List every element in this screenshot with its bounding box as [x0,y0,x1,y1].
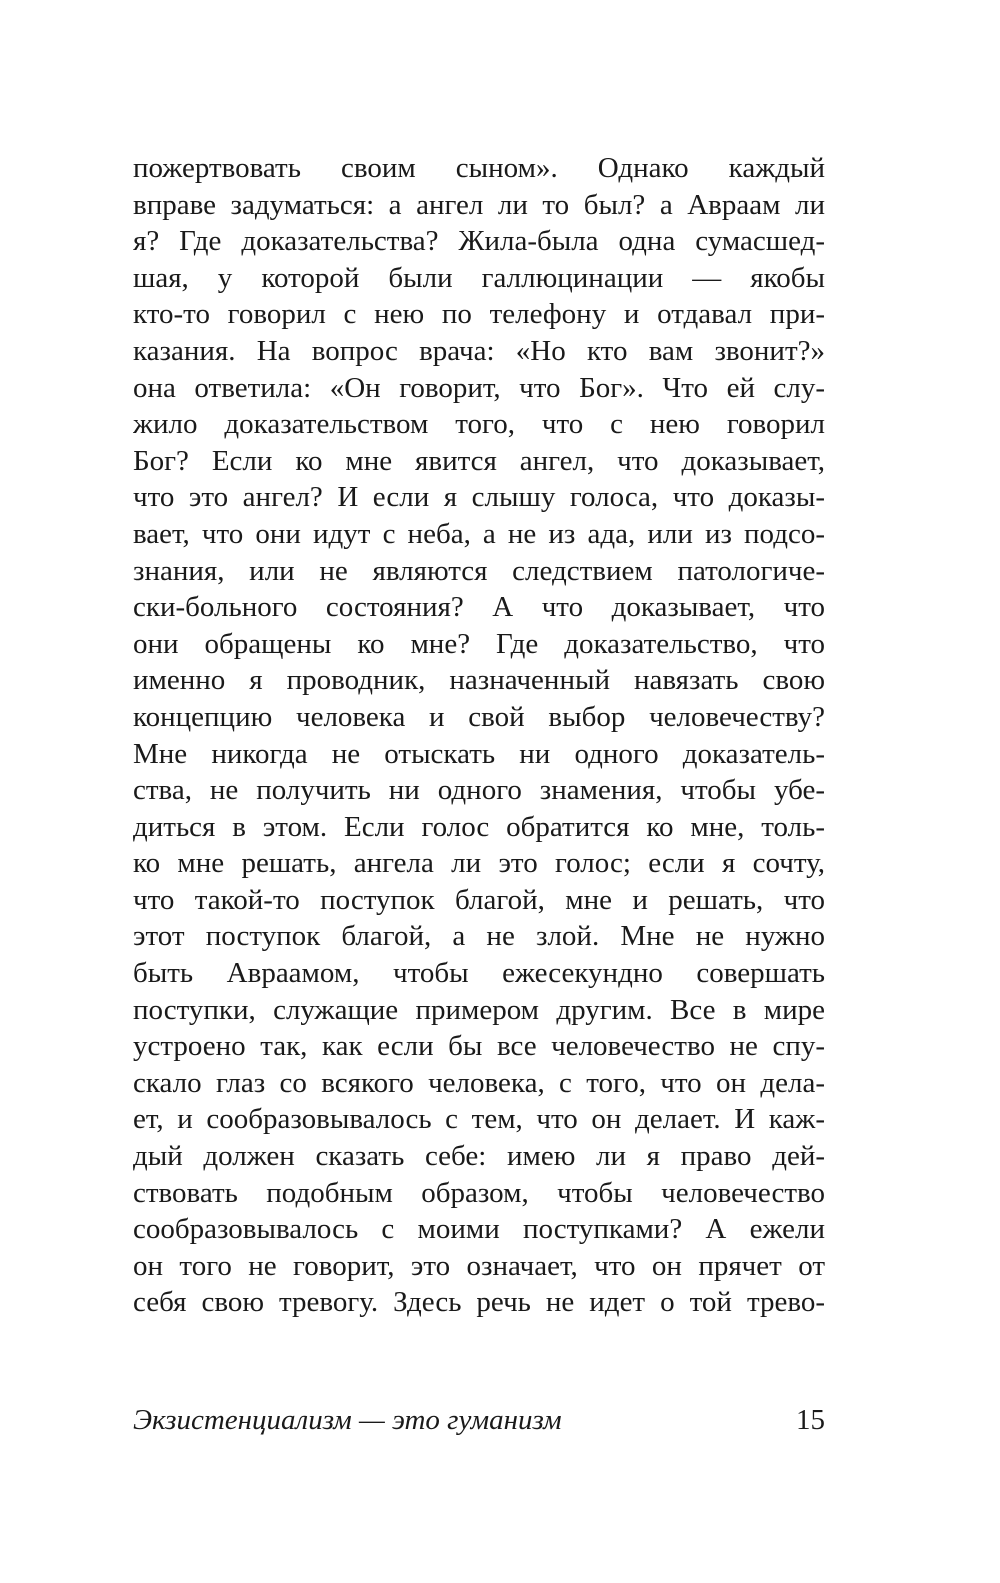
text-line: ски-больного состояния? А что доказывает, что [133,591,825,624]
text-line: ства, не получить ни одного знамения, чтобы убе- [133,774,825,807]
text-line: дый должен сказать себе: имею ли я право дей- [133,1140,825,1173]
text-line: устроено так, как если бы все человечество не спу- [133,1030,825,1063]
text-line: Бог? Если ко мне явится ангел, что доказывает, [133,444,825,477]
text-line: кто-то говорил с нею по телефону и отдавал при- [133,298,825,331]
text-line: Мне никогда не отыскать ни одного доказатель- [133,737,825,770]
text-line: она ответила: «Он говорит, что Бог». Что ей слу- [133,371,825,404]
text-line: вправе задуматься: а ангел ли то был? а Авраам ли [133,188,825,221]
text-line: ко мне решать, ангела ли это голос; если я сочту, [133,847,825,880]
text-line: они обращены ко мне? Где доказательство, что [133,627,825,660]
text-line: быть Авраамом, чтобы ежесекундно совершать [133,957,825,990]
text-line: он того не говорит, это означает, что он прячет от [133,1249,825,1282]
text-line: именно я проводник, назначенный навязать свою [133,664,825,697]
page-footer [133,1400,825,1440]
text-line: казания. На вопрос врача: «Но кто вам звонит?» [133,334,825,367]
text-line: диться в этом. Если голос обратится ко мне, толь- [133,810,825,843]
text-line: ствовать подобным образом, чтобы человечество [133,1176,825,1209]
text-line: себя свою тревогу. Здесь речь не идет о той трево- [133,1286,825,1319]
text-line: что такой-то поступок благой, мне и решать, что [133,883,825,916]
text-line: что это ангел? И если я слышу голоса, что доказы- [133,481,825,514]
text-line: поступки, служащие примером другим. Все в мире [133,993,825,1026]
text-line: жило доказательством того, что с нею говорил [133,408,825,441]
body-text [133,150,825,1321]
text-line: этот поступок благой, а не злой. Мне не нужно [133,920,825,953]
text-line: шая, у которой были галлюцинации — якобы [133,261,825,294]
text-line: концепцию человека и свой выбор человечеству? [133,700,825,733]
text-line: ет, и сообразовывалось с тем, что он делает. И каж- [133,1103,825,1136]
running-title: Экзистенциализм — это гуманизм [133,1404,562,1436]
text-line: знания, или не являются следствием патологиче- [133,554,825,587]
text-line: я? Где доказательства? Жила-была одна сумасшед- [133,225,825,258]
page-number: 15 [796,1404,825,1436]
text-line: скало глаз со всякого человека, с того, что он дела- [133,1066,825,1099]
text-line: сообразовывалось с моими поступками? А ежели [133,1213,825,1246]
text-line: пожертвовать своим сыном». Однако каждый [133,152,825,184]
text-line: вает, что они идут с неба, а не из ада, или из подсо- [133,517,825,550]
